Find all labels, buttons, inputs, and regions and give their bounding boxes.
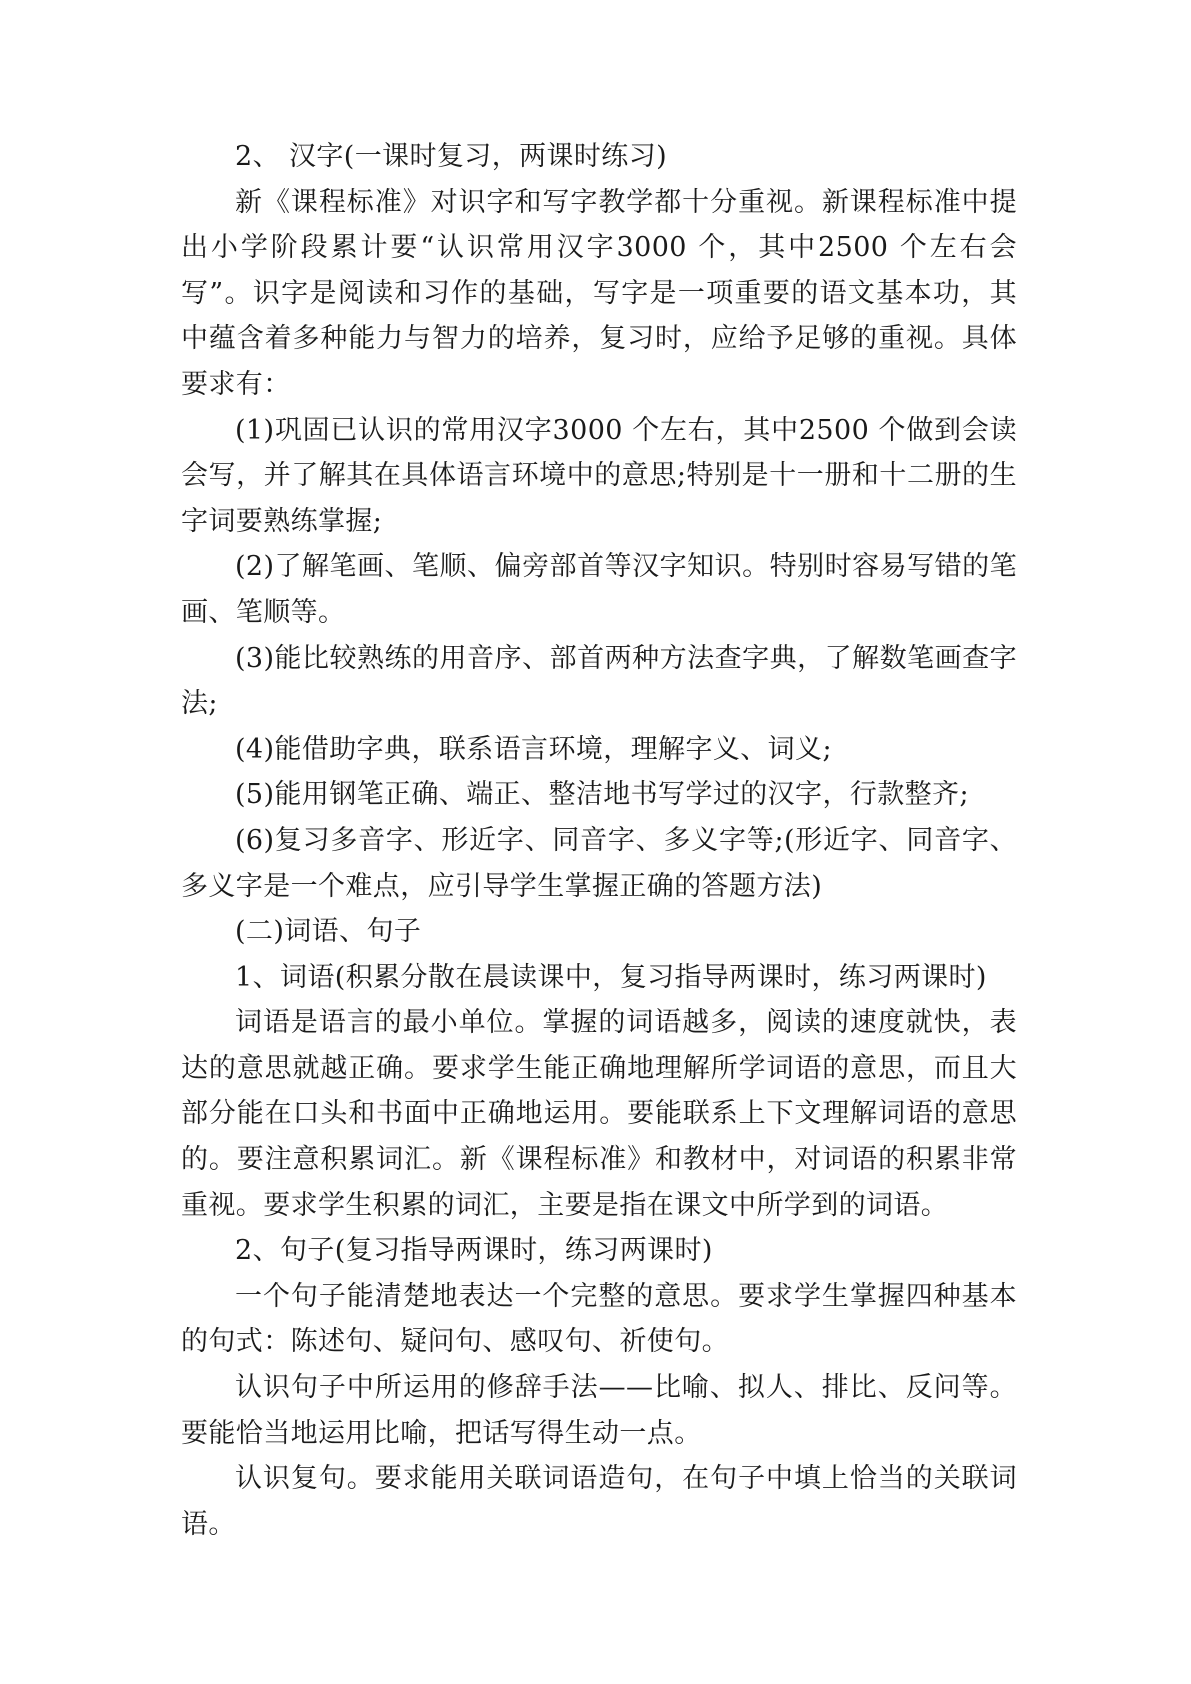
requirement-item-6: (6)复习多音字、形近字、同音字、多义字等;(形近字、同音字、多义字是一个难点，应引导学生掌握正确的答题方法) [181,824,1017,902]
paragraph-rhetoric: 认识句子中所运用的修辞手法——比喻、拟人、排比、反问等。要能恰当地运用比喻，把话写得生动一点。 [181,1372,1017,1449]
section-heading-words-sentences: (二)词语、句子 [235,916,422,948]
requirement-item-5: (5)能用钢笔正确、端正、整洁地书写学过的汉字，行款整齐; [235,779,969,811]
paragraph-words: 词语是语言的最小单位。掌握的词语越多，阅读的速度就快，表达的意思就越正确。要求学生能正确地理解所学词语的意思，而且大部分能在口头和书面中正确地运用。要能联系上下文理解词语的意思的。要注意积累词汇。新《课程标准》和教材中，对词语的积累非常重视。要求学生积累的词汇，主要是指在课文中所学到的词语。 [181,1007,1017,1221]
paragraph-compound-sentences: 认识复句。要求能用关联词语造句，在句子中填上恰当的关联词语。 [181,1463,1017,1540]
section-heading-hanzi: 2、 汉字(一课时复习，两课时练习) [235,141,668,172]
document-body [181,134,1017,1547]
requirement-item-4: (4)能借助字典，联系语言环境，理解字义、词义; [235,733,832,765]
requirement-item-3: (3)能比较熟练的用音序、部首两种方法查字典，了解数笔画查字法; [181,642,1017,720]
subsection-heading-words: 1、词语(积累分散在晨读课中，复习指导两课时，练习两课时) [235,961,987,993]
requirement-item-2: (2)了解笔画、笔顺、偏旁部首等汉字知识。特别时容易写错的笔画、笔顺等。 [181,551,1017,628]
requirement-item-1: (1)巩固已认识的常用汉字3000 个左右，其中2500 个做到会读会写，并了解其在具体语言环境中的意思;特别是十一册和十二册的生字词要熟练掌握; [181,414,1017,537]
subsection-heading-sentences: 2、句子(复习指导两课时，练习两课时) [235,1235,713,1267]
paragraph-sentence-types: 一个句子能清楚地表达一个完整的意思。要求学生掌握四种基本的句式：陈述句、疑问句、感叹句、祈使句。 [181,1280,1017,1358]
paragraph-intro: 新《课程标准》对识字和写字教学都十分重视。新课程标准中提出小学阶段累计要“认识常用汉字3000 个，其中2500 个左右会写”。识字是阅读和习作的基础，写字是一项重要的语文基本功，其中蕴含着多种能力与智力的培养，复习时，应给予足够的重视。具体要求有： [181,186,1017,400]
